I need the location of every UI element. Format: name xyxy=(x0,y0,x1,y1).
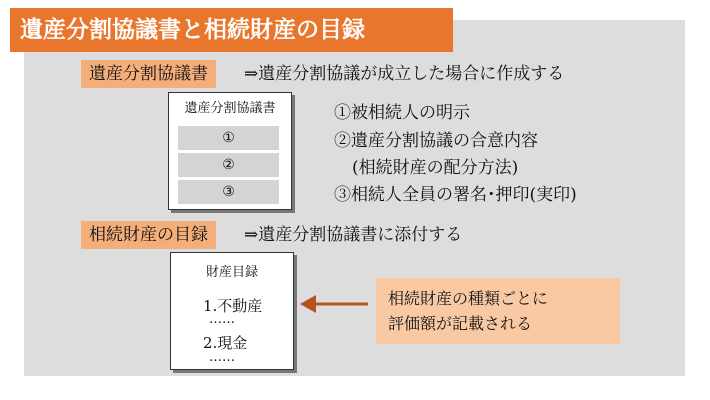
section1-description: ⇒遺産分割協議が成立した場合に作成する xyxy=(244,64,565,84)
point-2-detail: (相続財産の配分方法) xyxy=(352,158,519,178)
asset-line: 1.不動産 xyxy=(203,297,263,315)
asset-line: 2.現金 xyxy=(203,334,248,352)
document-slot: ① xyxy=(178,126,279,150)
document-slot: ② xyxy=(178,153,279,177)
callout-line: 評価額が記載される xyxy=(388,314,533,333)
asset-list-document-illustration xyxy=(170,252,294,370)
agreement-document-illustration xyxy=(168,92,292,210)
point-2: ②遺産分割協議の合意内容 xyxy=(334,131,538,151)
asset-list-title: 財産目録 xyxy=(205,265,258,280)
document-slot: ③ xyxy=(178,180,279,204)
asset-line-ellipsis: …… xyxy=(209,350,235,365)
left-arrow-icon xyxy=(298,292,370,316)
point-3: ③相続人全員の署名･押印(実印) xyxy=(334,185,577,205)
callout-line: 相続財産の種類ごとに xyxy=(388,289,549,308)
page-title: 遺産分割協議書と相続財産の目録 xyxy=(10,8,453,52)
section1-tag: 遺産分割協議書 xyxy=(81,60,216,88)
agreement-document-title: 遺産分割協議書 xyxy=(184,101,276,116)
asset-line-ellipsis: …… xyxy=(209,312,235,327)
section2-tag: 相続財産の目録 xyxy=(81,221,216,249)
asset-list-callout xyxy=(376,278,620,344)
point-1: ①被相続人の明示 xyxy=(334,103,470,123)
section2-description: ⇒遺産分割協議書に添付する xyxy=(244,225,463,245)
